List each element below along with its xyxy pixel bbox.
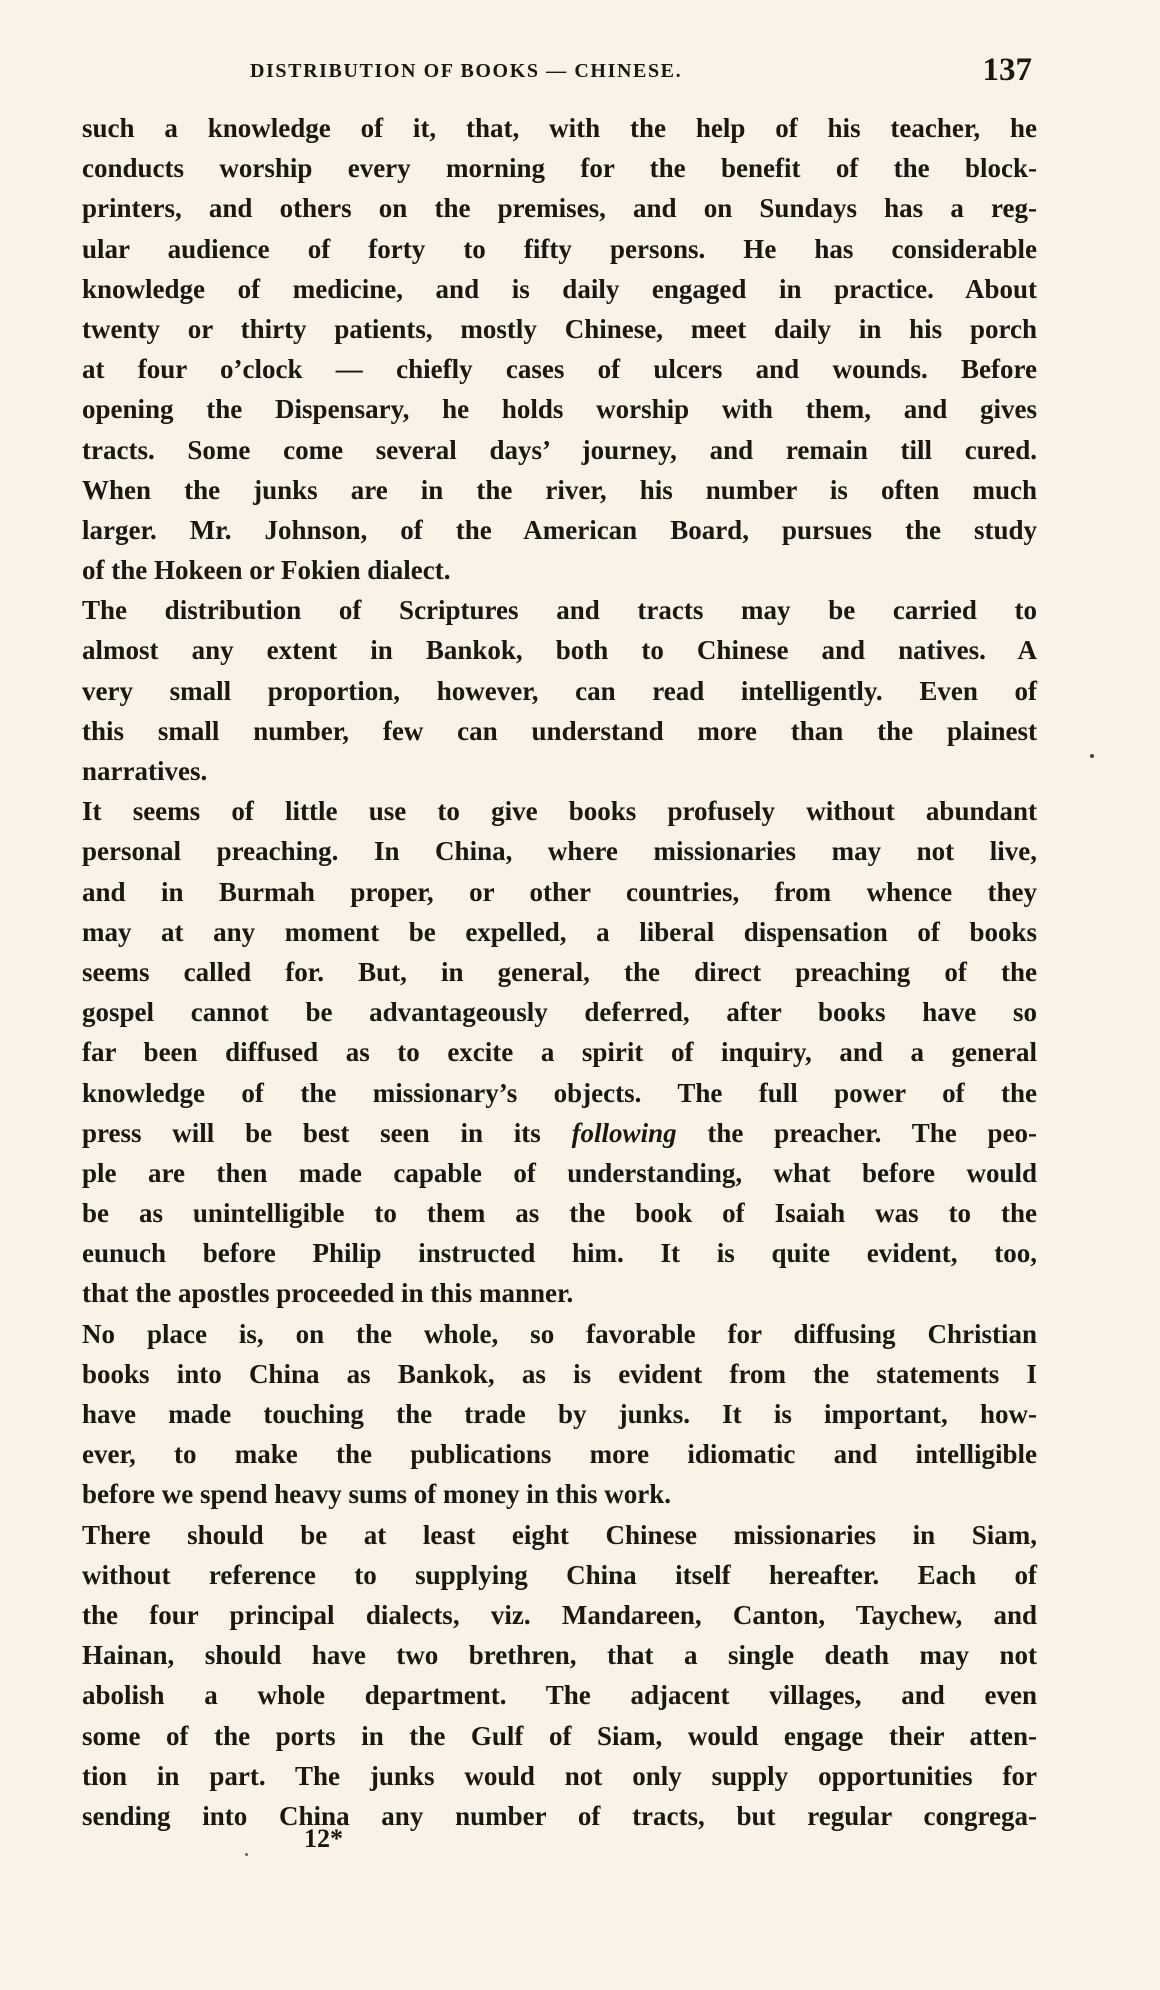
text-line: some of the ports in the Gulf of Siam, would engage their atten-	[82, 1720, 1037, 1751]
text-line: tracts. Some come several days’ journey, and remain till cured.	[82, 434, 1037, 465]
text-line: opening the Dispensary, he holds worship with them, and gives	[82, 394, 1037, 425]
text-line: conducts worship every morning for the benefit of the block-	[82, 153, 1037, 184]
text-line: knowledge of the missionary’s objects. The full power of the	[82, 1077, 1037, 1108]
text-line: abolish a whole department. The adjacent villages, and even	[82, 1680, 1037, 1711]
text-line: larger. Mr. Johnson, of the American Board, pursues the study	[82, 514, 1037, 545]
text-line: without reference to supplying China itself hereafter. Each of	[82, 1559, 1037, 1590]
text-line: It seems of little use to give books profusely without abundant	[82, 796, 1037, 827]
text-line: personal preaching. In China, where missionaries may not live,	[82, 836, 1037, 867]
text-line: ple are then made capable of understanding, what before would	[82, 1157, 1037, 1188]
body-text	[82, 108, 1037, 1836]
text-line: printers, and others on the premises, and on Sundays has a reg-	[82, 193, 1037, 224]
text-line: tion in part. The junks would not only supply opportunities for	[82, 1760, 1037, 1791]
text-line: eunuch before Philip instructed him. It is quite evident, too,	[82, 1238, 1037, 1269]
text-line: the four principal dialects, viz. Mandareen, Canton, Taychew, and	[82, 1599, 1037, 1630]
text-line: be as unintelligible to them as the book of Isaiah was to the	[82, 1198, 1037, 1229]
signature-mark: 12*	[304, 1824, 343, 1853]
text-line: ever, to make the publications more idiomatic and intelligible	[82, 1439, 1037, 1470]
text-line: books into China as Bankok, as is evident from the statements I	[82, 1358, 1037, 1389]
text-line: very small proportion, however, can read intelligently. Even of	[82, 675, 1037, 706]
italic-word: following	[571, 1117, 677, 1148]
text-line: this small number, few can understand more than the plainest	[82, 715, 1037, 746]
text-line: at four o’clock — chiefly cases of ulcers and wounds. Before	[82, 354, 1037, 385]
text-line: such a knowledge of it, that, with the help of his teacher, he	[82, 113, 1037, 143]
text-line: knowledge of medicine, and is daily engaged in practice. About	[82, 273, 1037, 304]
ink-speck	[1090, 754, 1094, 758]
text-line: No place is, on the whole, so favorable for diffusing Christian	[82, 1318, 1037, 1349]
text-line: may at any moment be expelled, a liberal dispensation of books	[82, 916, 1037, 947]
text-line: narratives.	[82, 756, 208, 786]
text-segment: press will be best seen in its	[82, 1117, 541, 1148]
page-number: 137	[982, 52, 1032, 88]
text-line-mixed	[82, 1113, 1037, 1153]
text-line: sending into China any number of tracts, but regular congrega-	[82, 1800, 1037, 1831]
text-line: When the junks are in the river, his number is often much	[82, 474, 1037, 505]
text-line: ular audience of forty to fifty persons. He has considerable	[82, 233, 1037, 264]
text-line: Hainan, should have two brethren, that a single death may not	[82, 1640, 1037, 1671]
text-line: There should be at least eight Chinese missionaries in Siam,	[82, 1519, 1037, 1550]
ink-speck	[245, 1853, 248, 1856]
running-title: DISTRIBUTION OF BOOKS — CHINESE.	[250, 60, 683, 82]
text-line: have made touching the trade by junks. It is important, how-	[82, 1399, 1037, 1429]
text-line: twenty or thirty patients, mostly Chinese, meet daily in his porch	[82, 313, 1037, 344]
text-line: far been diffused as to excite a spirit of inquiry, and a general	[82, 1037, 1037, 1068]
text-line: and in Burmah proper, or other countries, from whence they	[82, 876, 1037, 907]
text-line: seems called for. But, in general, the direct preaching of the	[82, 956, 1037, 987]
text-line: The distribution of Scriptures and tracts may be carried to	[82, 595, 1037, 626]
running-head	[82, 52, 1032, 102]
text-line: gospel cannot be advantageously deferred, after books have so	[82, 997, 1037, 1028]
text-line: almost any extent in Bankok, both to Chinese and natives. A	[82, 635, 1037, 666]
text-line: that the apostles proceeded in this manner.	[82, 1278, 574, 1309]
text-segment: the preacher. The peo-	[707, 1117, 1037, 1148]
text-line: before we spend heavy sums of money in this work.	[82, 1479, 672, 1510]
text-line: of the Hokeen or Fokien dialect.	[82, 555, 451, 586]
